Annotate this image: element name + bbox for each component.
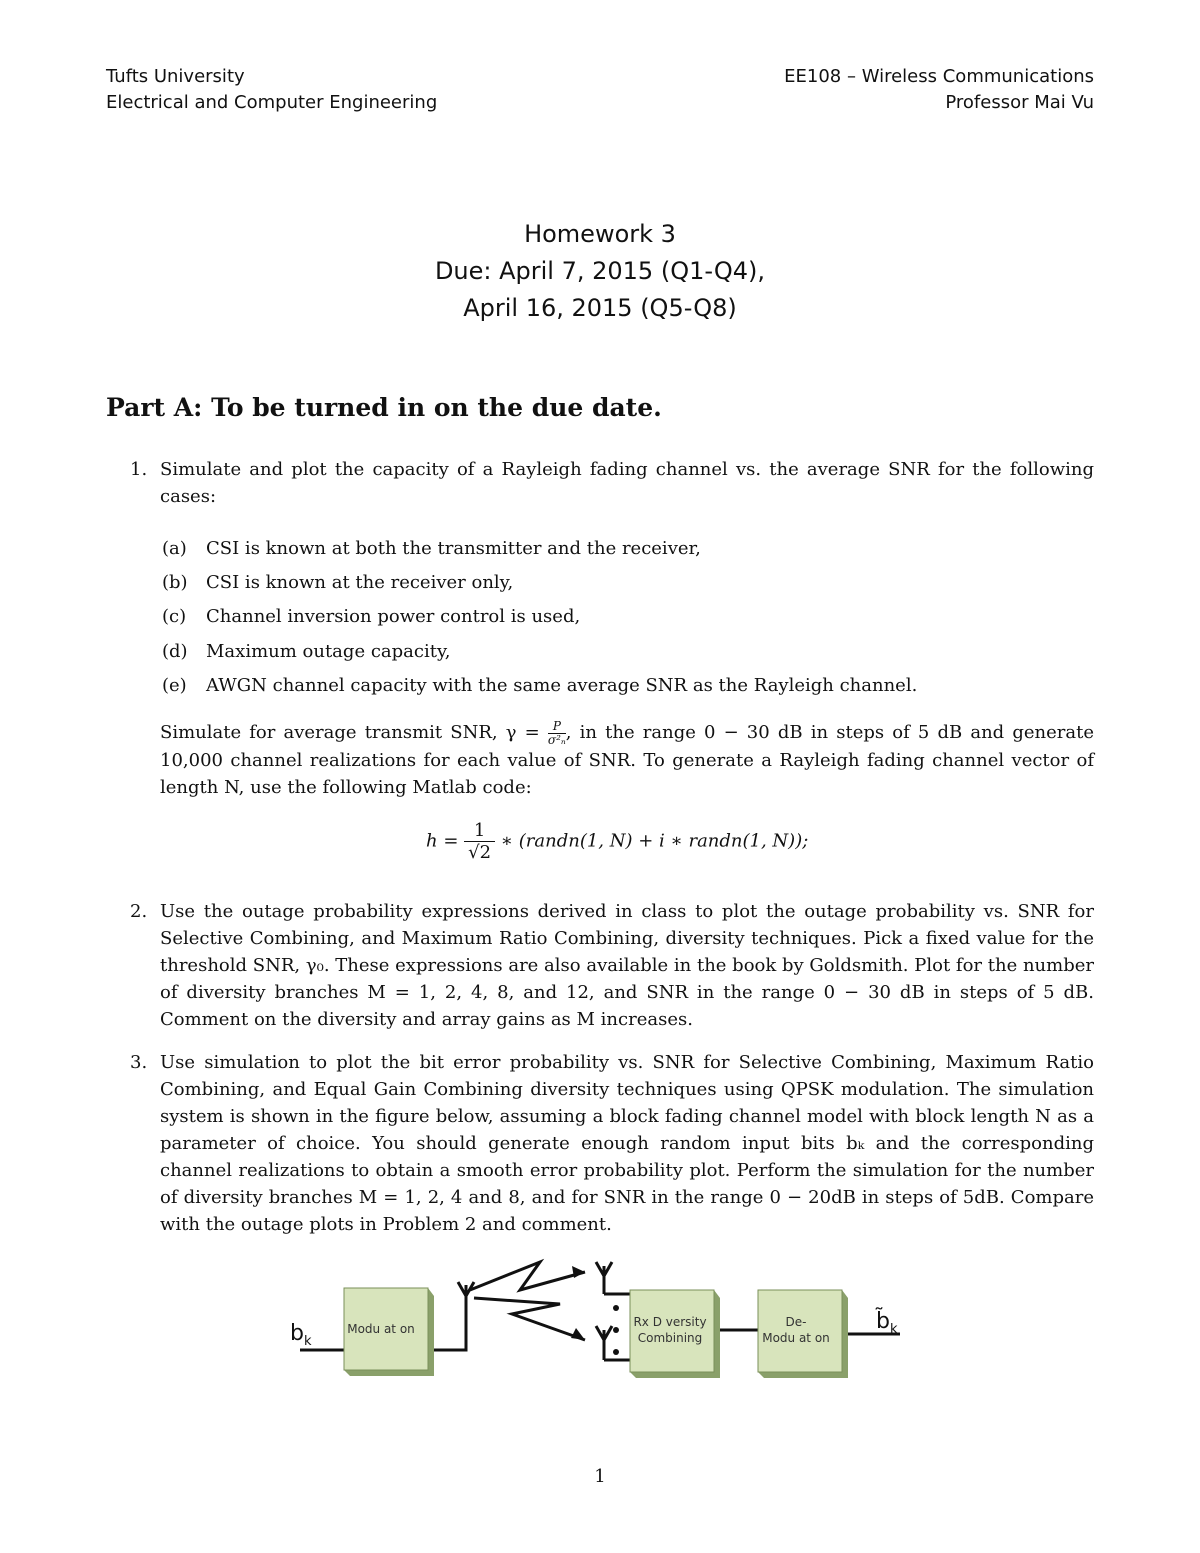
due-date-line1: Due: April 7, 2015 (Q1-Q4), (434, 257, 766, 285)
case-label: (d) (162, 641, 188, 662)
output-bits-subscript: k (890, 1322, 898, 1337)
equation-numerator: 1 (464, 820, 495, 842)
input-bits-label: b (290, 1321, 304, 1346)
course-name: EE108 – Wireless Communications (784, 66, 1094, 87)
arrowhead-upper (572, 1266, 585, 1278)
equation-lhs: h = (426, 830, 459, 852)
question-2-text: Use the outage probability expressions derived in class to plot the outage probability vs. SNR for Selective Combining, and Maximum Ratio Combining, diversity techniques. Pick a fixed value for the threshold SNR, γ₀. These expressions are also available in the book by Goldsmith. Plot for the number of diversity branches M = 1, 2, 4, 8, and 12, and SNR in the range 0 − 30 dB in steps of 5 dB. Comment on the diversity and array gains as M increases. (160, 901, 1094, 1030)
arrowhead-lower (571, 1328, 585, 1340)
signal-path-upper (470, 1262, 585, 1290)
equation-rhs: ∗ (randn(1, N) + i ∗ randn(1, N)); (500, 830, 809, 852)
demod-label-1: De- (785, 1315, 807, 1329)
dot-2 (613, 1327, 619, 1333)
demod-label-2: Modu at on (762, 1331, 830, 1345)
modulation-block (344, 1288, 434, 1376)
sim-text-post: , in the range 0 − 30 dB in steps of 5 dB and generate 10,000 channel realizations for each value of SNR. To generate a Rayleigh fading channel vector of length N, use the following Matlab code: (160, 722, 1094, 798)
rx-diversity-label-1: Rx D versity (633, 1315, 707, 1329)
question-number: 3. (130, 1052, 148, 1073)
case-label: (c) (162, 606, 187, 627)
case-text: CSI is known at the receiver only, (206, 572, 514, 593)
input-bits-subscript: k (304, 1334, 312, 1349)
homework-title: Homework 3 (524, 220, 676, 248)
question-number: 1. (130, 459, 148, 480)
question-3-text: Use simulation to plot the bit error probability vs. SNR for Selective Combining, Maximum Ratio Combining, and Equal Gain Combining diversity techniques using QPSK modulation. The simulation system is shown in the figure below, assuming a block fading channel model with block length N as a parameter of choice. You should generate enough random input bits bₖ and the corresponding channel realizations to obtain a smooth error probability plot. Perform the simulation for the number of diversity branches M = 1, 2, 4 and 8, and for SNR in the range 0 − 20dB in steps of 5dB. Compare with the outage plots in Problem 2 and comment. (160, 1052, 1094, 1235)
dot-3 (613, 1349, 619, 1355)
professor-name: Professor Mai Vu (945, 92, 1094, 113)
signal-path-lower (474, 1298, 585, 1340)
university-name: Tufts University (106, 66, 245, 87)
due-date-line2: April 16, 2015 (Q5-Q8) (463, 294, 737, 322)
case-label: (a) (162, 538, 187, 559)
case-text: Maximum outage capacity, (206, 641, 451, 662)
case-text: CSI is known at both the transmitter and the receiver, (206, 538, 701, 559)
rx-diversity-label-2: Combining (637, 1331, 703, 1345)
output-bits-label: b̃ (876, 1309, 890, 1334)
rx-diversity-block (630, 1290, 720, 1378)
modulation-label: Modu at on (347, 1322, 415, 1336)
part-a-heading: Part A: To be turned in on the due date. (106, 393, 662, 422)
page-number: 1 (594, 1466, 606, 1487)
case-label: (e) (162, 675, 187, 696)
fraction-denominator: σ²ₙ (547, 732, 566, 747)
case-text: Channel inversion power control is used, (206, 606, 581, 627)
case-text: AWGN channel capacity with the same average SNR as the Rayleigh channel. (206, 675, 918, 696)
dot-1 (613, 1305, 619, 1311)
case-label: (b) (162, 572, 188, 593)
department-name: Electrical and Computer Engineering (106, 92, 438, 113)
sim-text-pre: Simulate for average transmit SNR, γ = (160, 722, 540, 743)
question-1-intro: Simulate and plot the capacity of a Rayleigh fading channel vs. the average SNR for the following cases: (160, 459, 1094, 507)
equation-denominator: √2 (468, 842, 492, 863)
demodulation-block (758, 1290, 848, 1378)
fraction-numerator: P (548, 720, 566, 734)
question-number: 2. (130, 901, 148, 922)
